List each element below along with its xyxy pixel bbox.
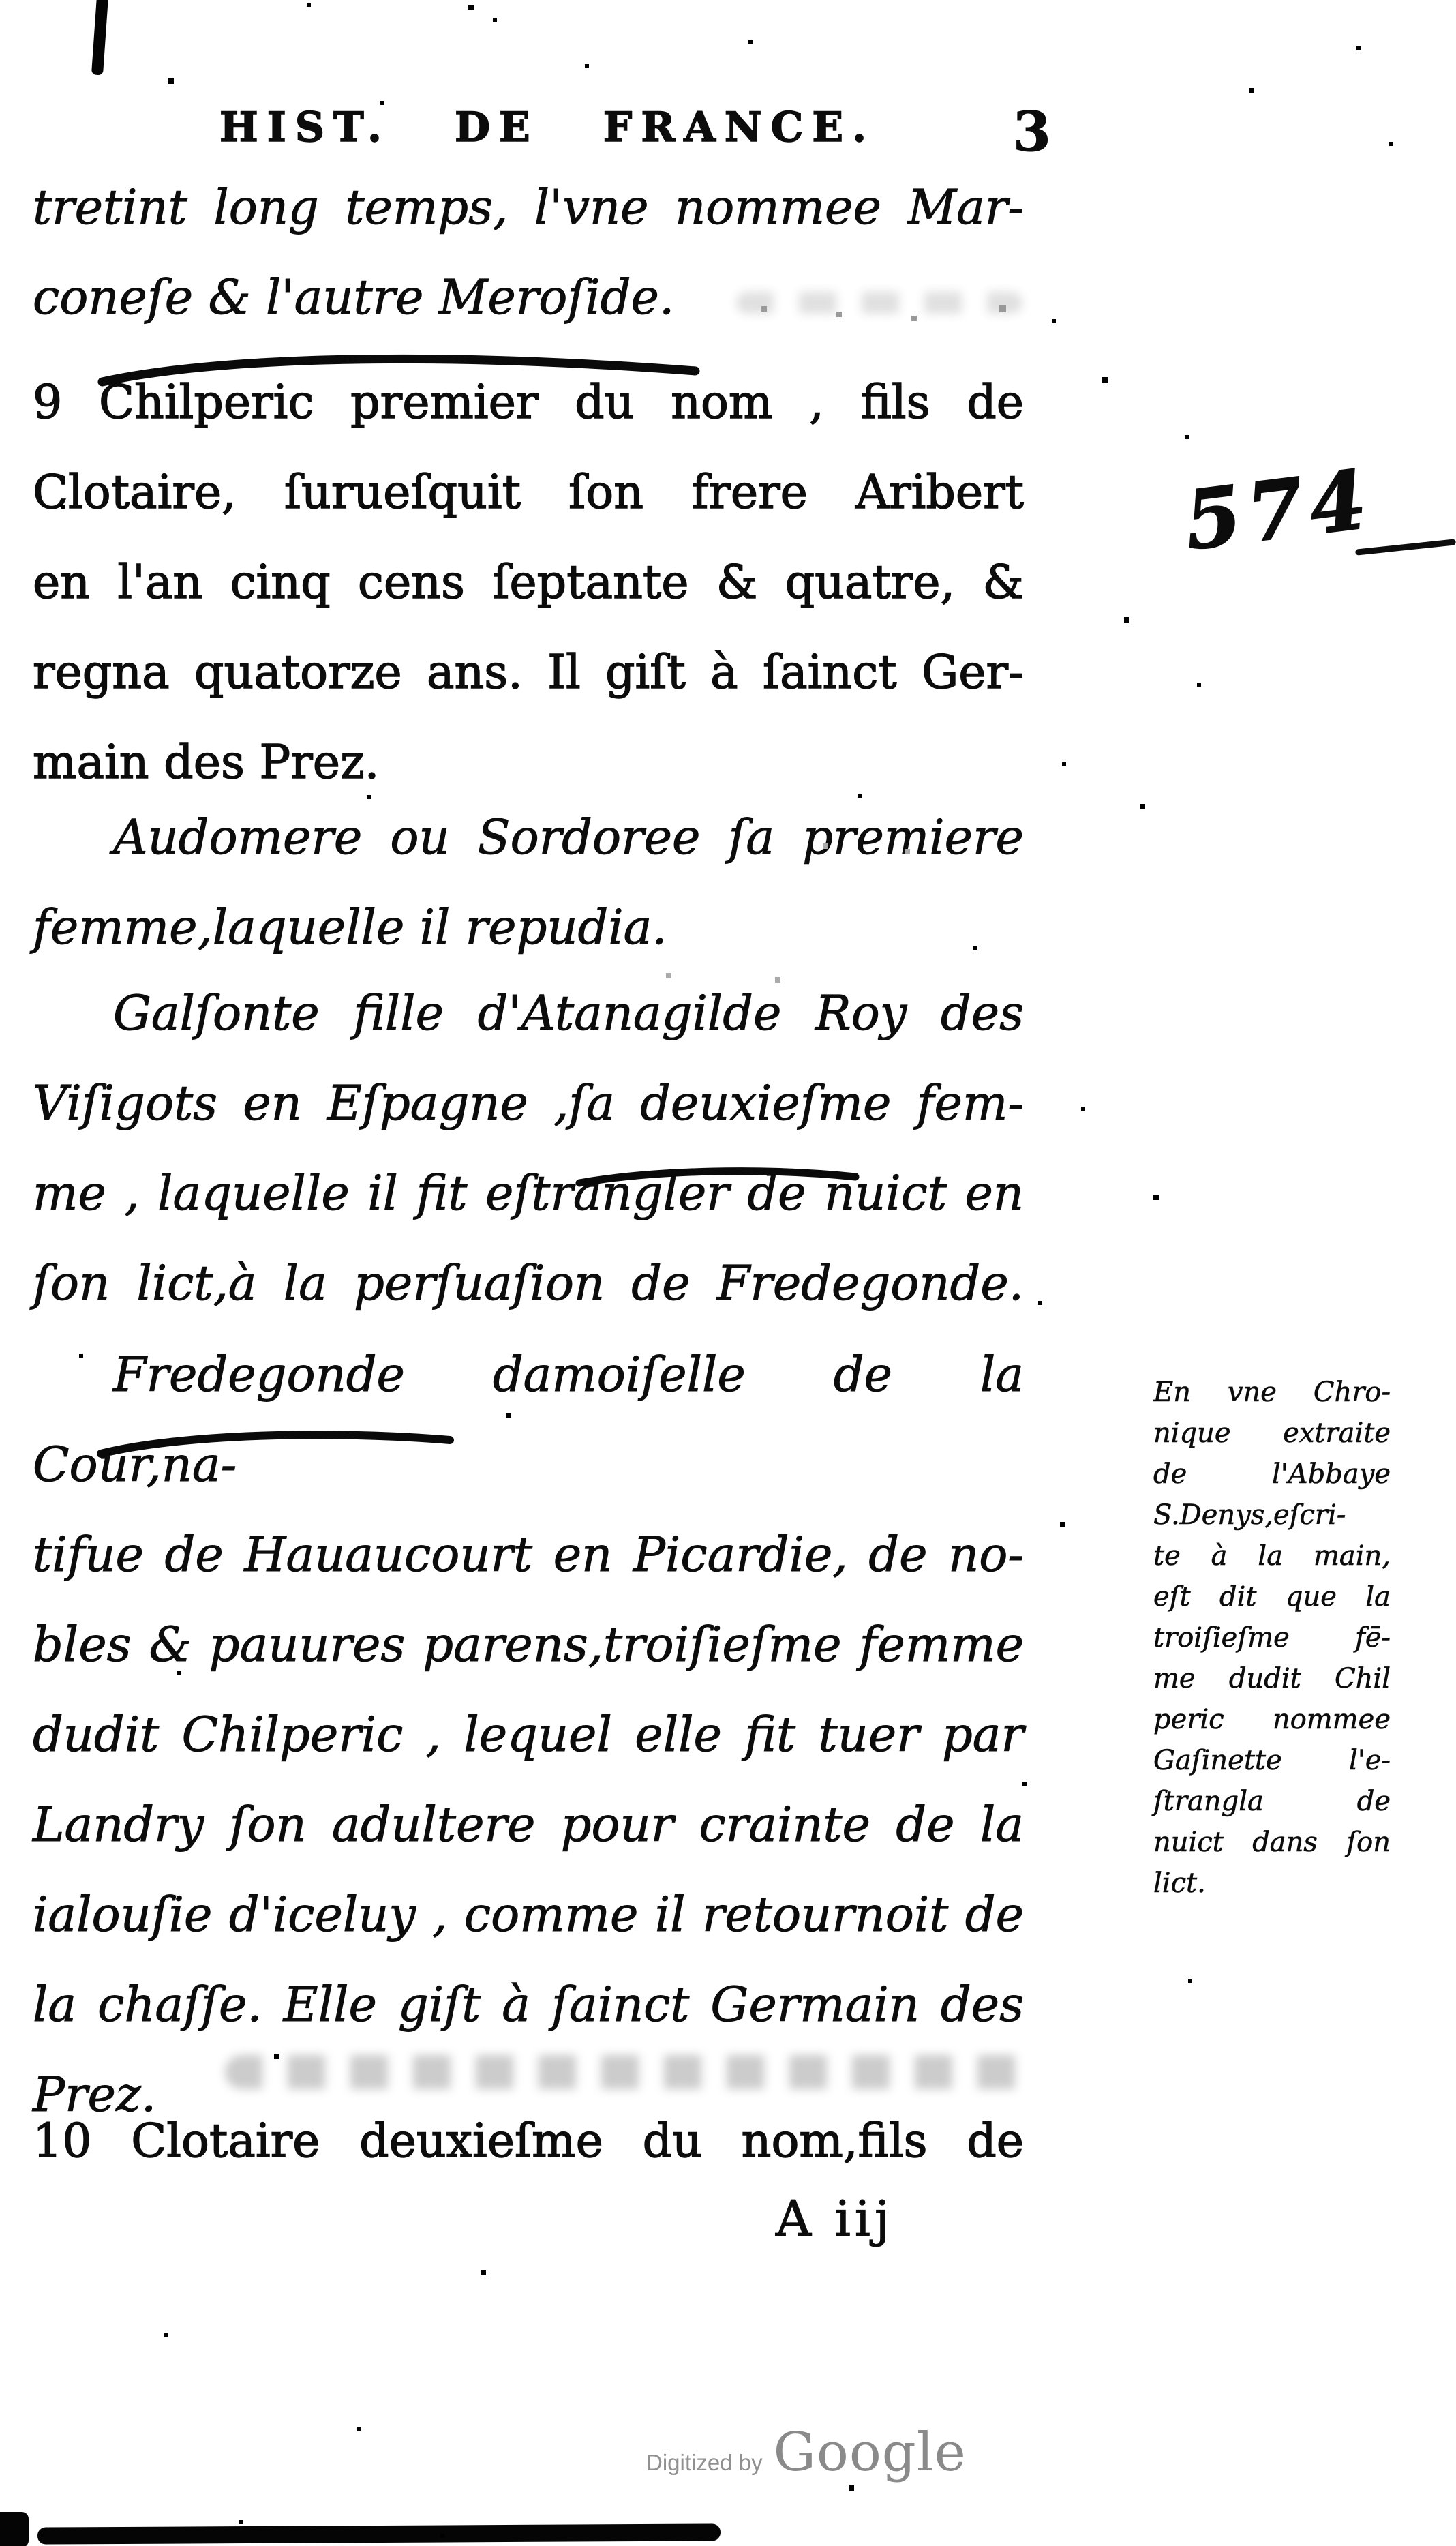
- signature-mark: A iij: [776, 2190, 894, 2247]
- text-line: 9 Chilperic premier du nom , fils de: [33, 376, 1024, 430]
- scan-artifact: [0, 2512, 29, 2546]
- margin-note-line: eſt dit que la: [1153, 1581, 1391, 1613]
- margin-note-line: de l'Abbaye: [1153, 1458, 1391, 1490]
- paragraph-galsonte: [33, 968, 1024, 1328]
- margin-note-line: lict.: [1153, 1868, 1206, 1899]
- digitized-by-label: Digitized by: [646, 2450, 763, 2475]
- running-header: HIST. DE FRANCE.: [219, 104, 875, 151]
- text-line: Landry ſon adultere pour crainte de la: [33, 1797, 1024, 1853]
- text-line: Viſigots en Eſpagne ,ſa deuxieſme fem-: [33, 1075, 1024, 1131]
- text-line: tretint long temps, l'vne nommee Mar-: [33, 179, 1024, 235]
- paragraph-fredegonde: [33, 1330, 1024, 2140]
- text-line: ſon lict,à la perſuaſion de Fredegonde.: [33, 1255, 1024, 1311]
- paragraph-continuation: [33, 162, 1024, 342]
- margin-note-line: nuict dans ſon: [1153, 1827, 1391, 1858]
- text-line: Galſonte fille d'Atanagilde Roy des: [113, 985, 1024, 1041]
- page-number: 3: [1013, 100, 1051, 164]
- bleedthrough-smudge: [225, 2055, 1036, 2089]
- margin-note: [1153, 1372, 1391, 1904]
- text-line: bles & pauures parens,troiſieſme femme: [33, 1617, 1024, 1673]
- text-line: en l'an cinq cens ſeptante & quatre, &: [33, 556, 1024, 610]
- text-line: Prez.: [33, 2067, 157, 2123]
- google-logo: Google: [773, 2422, 967, 2483]
- text-line: 10 Clotaire deuxieſme du nom,fils de: [33, 2114, 1024, 2168]
- text-line: me , laquelle il fit eſtrangler de nuict en: [33, 1165, 1024, 1221]
- digitization-footer: [646, 2422, 967, 2483]
- paragraph-entry-9: [33, 358, 1024, 808]
- margin-note-line: me dudit Chil: [1153, 1663, 1391, 1694]
- ink-specks-faint: [0, 0, 1, 1]
- scan-artifact: [91, 0, 108, 75]
- text-line: femme,laquelle il repudia.: [33, 899, 667, 955]
- margin-note-line: S.Denys,eſcri-: [1153, 1499, 1346, 1531]
- scan-artifact: [37, 2523, 721, 2544]
- text-line: dudit Chilperic , lequel elle fit tuer par: [33, 1707, 1024, 1763]
- text-line: la chaſſe. Elle giſt à ſainct Germain des: [33, 1977, 1024, 2033]
- text-line: tifue de Hauaucourt en Picardie, de no-: [33, 1527, 1024, 1583]
- handwritten-annotation: 574: [1179, 451, 1378, 569]
- margin-note-line: ſtrangla de: [1153, 1786, 1391, 1817]
- margin-note-line: En vne Chro-: [1153, 1377, 1391, 1408]
- text-line: Fredegonde damoiſelle de la Cour,na-: [33, 1347, 1024, 1493]
- text-line: ialouſie d'iceluy , comme il retournoit de: [33, 1887, 1024, 1943]
- margin-note-line: nique extraite: [1153, 1418, 1391, 1449]
- paragraph-entry-10: [33, 2097, 1024, 2187]
- text-line: coneſe & l'autre Meroſide.: [33, 269, 675, 325]
- margin-note-line: peric nommee: [1153, 1704, 1391, 1735]
- text-line: main des Prez.: [33, 736, 380, 790]
- margin-note-line: Gaſinette l'e-: [1153, 1745, 1391, 1776]
- margin-note-line: troiſieſme fē-: [1153, 1622, 1391, 1653]
- margin-note-line: te à la main,: [1153, 1540, 1391, 1572]
- paragraph-audomere: [33, 792, 1024, 972]
- text-line: Audomere ou Sordoree ſa premiere: [113, 809, 1024, 865]
- text-line: Clotaire, ſurueſquit ſon frere Aribert: [33, 466, 1024, 520]
- bleedthrough-smudge: [736, 292, 1022, 314]
- text-line: regna quatorze ans. Il giſt à ſainct Ger-: [33, 646, 1024, 700]
